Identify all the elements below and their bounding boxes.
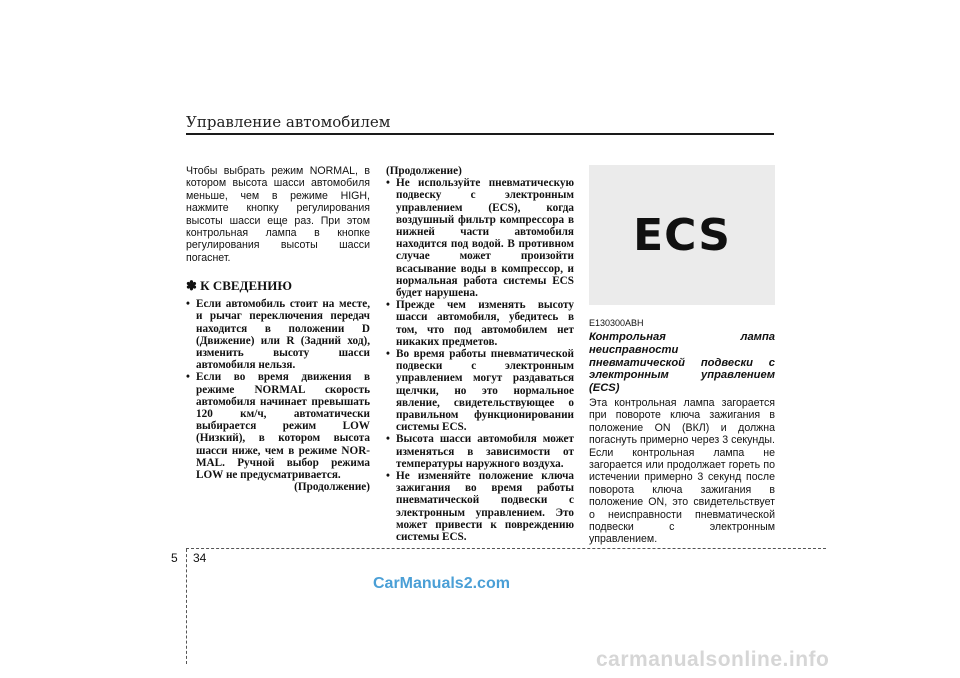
intro-paragraph: Чтобы выбрать режим NORMAL, в котором высота шасси автомобиля меньше, чем в режиме HIGH, нажмите кнопку регулирования высоты шасси еще раз. При этом контрольная лампа в кнопке регулирования высоты шасси погаснет. xyxy=(186,165,370,264)
continued-label: (Продолжение) xyxy=(294,481,370,494)
page-header-title: Управление автомобилем xyxy=(186,113,391,131)
ecs-warning-icon: ECS xyxy=(633,209,731,261)
list-item: • Если автомобиль стоит на месте, и рычаг переключения передач находится в положении D (Движение) или R (Задний ход), изменить высоту шасси автомобиля нельзя. xyxy=(186,298,370,371)
page-number: 34 xyxy=(193,551,207,565)
footer-divider xyxy=(186,548,826,549)
list-item: • Не используйте пневматическую подвеску с электронным управлением (ECS), когда воздушный фильтр компрессора в нижней части автомобиля находится под водой. В противном случае может произойти всасывание воды в компрессор, и нормальная работа системы ECS будет нарушена. xyxy=(386,177,574,299)
list-item: • Не изменяйте положение ключа зажигания во время работы пневматической подвески с электронным управлением. Это может привести к повреждению системы ECS. xyxy=(386,470,574,543)
watermark-bottom: carmanualsonline.info xyxy=(596,648,830,671)
watermark-top: CarManuals2.com xyxy=(373,575,510,592)
column-2 xyxy=(386,165,574,543)
column-1 xyxy=(186,165,370,494)
list-item: • Высота шасси автомобиля может изменяться в зависимости от температуры наружного воздуха. xyxy=(386,433,574,470)
page-section-number: 5 xyxy=(171,551,178,565)
continued-label: (Продолжение) xyxy=(386,165,462,177)
header-divider xyxy=(186,133,774,135)
list-item: • Во время работы пневматической подвески с электронным управлением могут раздаваться щелчки, но это нормальное явление, свидетельствующее о правильном функционировании системы ECS. xyxy=(386,348,574,433)
list-item: • Если во время движения в режиме NORMAL скорость автомобиля начинает превышать 120 км/ч, автоматически выбирается режим LOW (Низкий), в котором высота шасси ниже, чем в режиме NOR-MAL. Ручной выбор режима LOW не предусматривается. xyxy=(186,371,370,481)
list-item: • Прежде чем изменять высоту шасси автомобиля, убедитесь в том, что под автомобилем нет никаких предметов. xyxy=(386,299,574,348)
footer-vertical-divider xyxy=(186,549,187,664)
section-code: E130300ABH xyxy=(589,318,644,328)
note-bullet-list xyxy=(186,298,370,481)
section-title: Контрольная лампа неисправности пневматической подвески с электронным управлением (ECS) xyxy=(589,331,775,395)
ecs-indicator-image xyxy=(589,165,775,305)
section-body: Эта контрольная лампа загорается при повороте ключа зажигания в положение ON (ВКЛ) и должна погаснуть примерно через 3 секунды. Если контрольная лампа не загорается или продолжает гореть по истечении примерно 3 секунд после поворота ключа зажигания в положение ON, это свидетельствует о неисправности пневматической подвески с электронным управлением. xyxy=(589,396,775,546)
column-3 xyxy=(589,318,775,546)
note-bullet-list xyxy=(386,177,574,543)
note-heading: ✽ К СВЕДЕНИЮ xyxy=(186,278,293,294)
